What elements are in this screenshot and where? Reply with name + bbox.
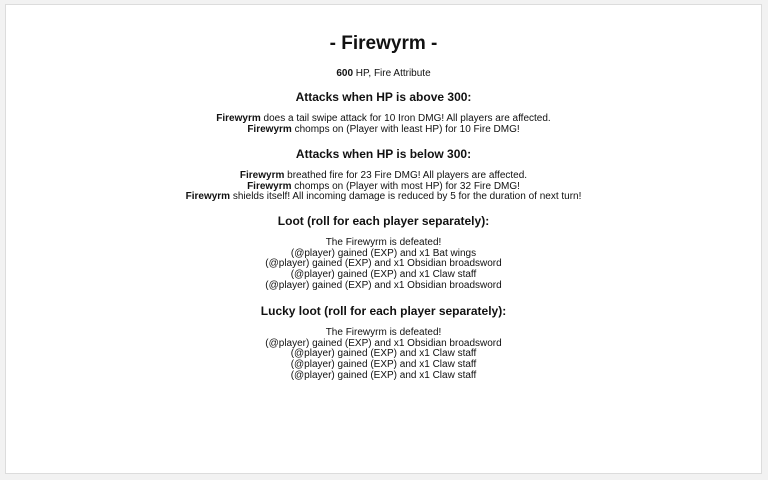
attacker-name: Firewyrm [216,113,261,124]
attack-text: shields itself! All incoming damage is reduced by 5 for the duration of next turn! [230,191,582,203]
attack-text: chomps on (Player with least HP) for 10 Fire DMG! [291,123,520,135]
monster-card [5,4,762,474]
loot-list [6,238,761,292]
lucky-loot-heading: Lucky loot (roll for each player separately): [260,304,507,318]
attack-line [6,125,761,136]
attacker-name: Firewyrm [247,180,292,192]
loot-line: (@player) gained (EXP) and x1 Claw staff [290,369,477,381]
lucky-loot-list [6,328,761,382]
hp-attribute-text: HP, Fire Attribute [353,68,431,79]
attacks-below-list [6,171,761,203]
loot-line: (@player) gained (EXP) and x1 Obsidian broadsword [265,337,502,349]
attacker-name: Firewyrm [239,170,285,181]
loot-line: (@player) gained (EXP) and x1 Claw staff [290,348,477,360]
attack-line [6,192,761,203]
monster-title: - Firewyrm - [329,33,438,54]
monster-stats [6,68,761,80]
attacks-above-heading: Attacks when HP is above 300: [295,90,472,104]
loot-line: The Firewyrm is defeated! [325,237,442,248]
attack-text: chomps on (Player with most HP) for 32 Fire DMG! [291,180,520,192]
loot-line: (@player) gained (EXP) and x1 Obsidian broadsword [265,258,502,270]
attacker-name: Firewyrm [185,191,231,203]
attacks-below-heading: Attacks when HP is below 300: [295,147,472,161]
attacks-above-list [6,114,761,135]
loot-line: (@player) gained (EXP) and x1 Bat wings [290,247,477,259]
loot-line: (@player) gained (EXP) and x1 Claw staff [290,269,477,281]
loot-line: The Firewyrm is defeated! [325,327,442,338]
attack-text: does a tail swipe attack for 10 Iron DMG! All players are affected. [260,113,551,124]
hp-value: 600 [336,68,354,79]
loot-heading: Loot (roll for each player separately): [277,214,490,228]
loot-line: (@player) gained (EXP) and x1 Claw staff [290,359,477,371]
loot-line: (@player) gained (EXP) and x1 Obsidian broadsword [265,279,502,291]
attack-text: breathed fire for 23 Fire DMG! All players are affected. [284,170,528,181]
attacker-name: Firewyrm [247,123,292,135]
